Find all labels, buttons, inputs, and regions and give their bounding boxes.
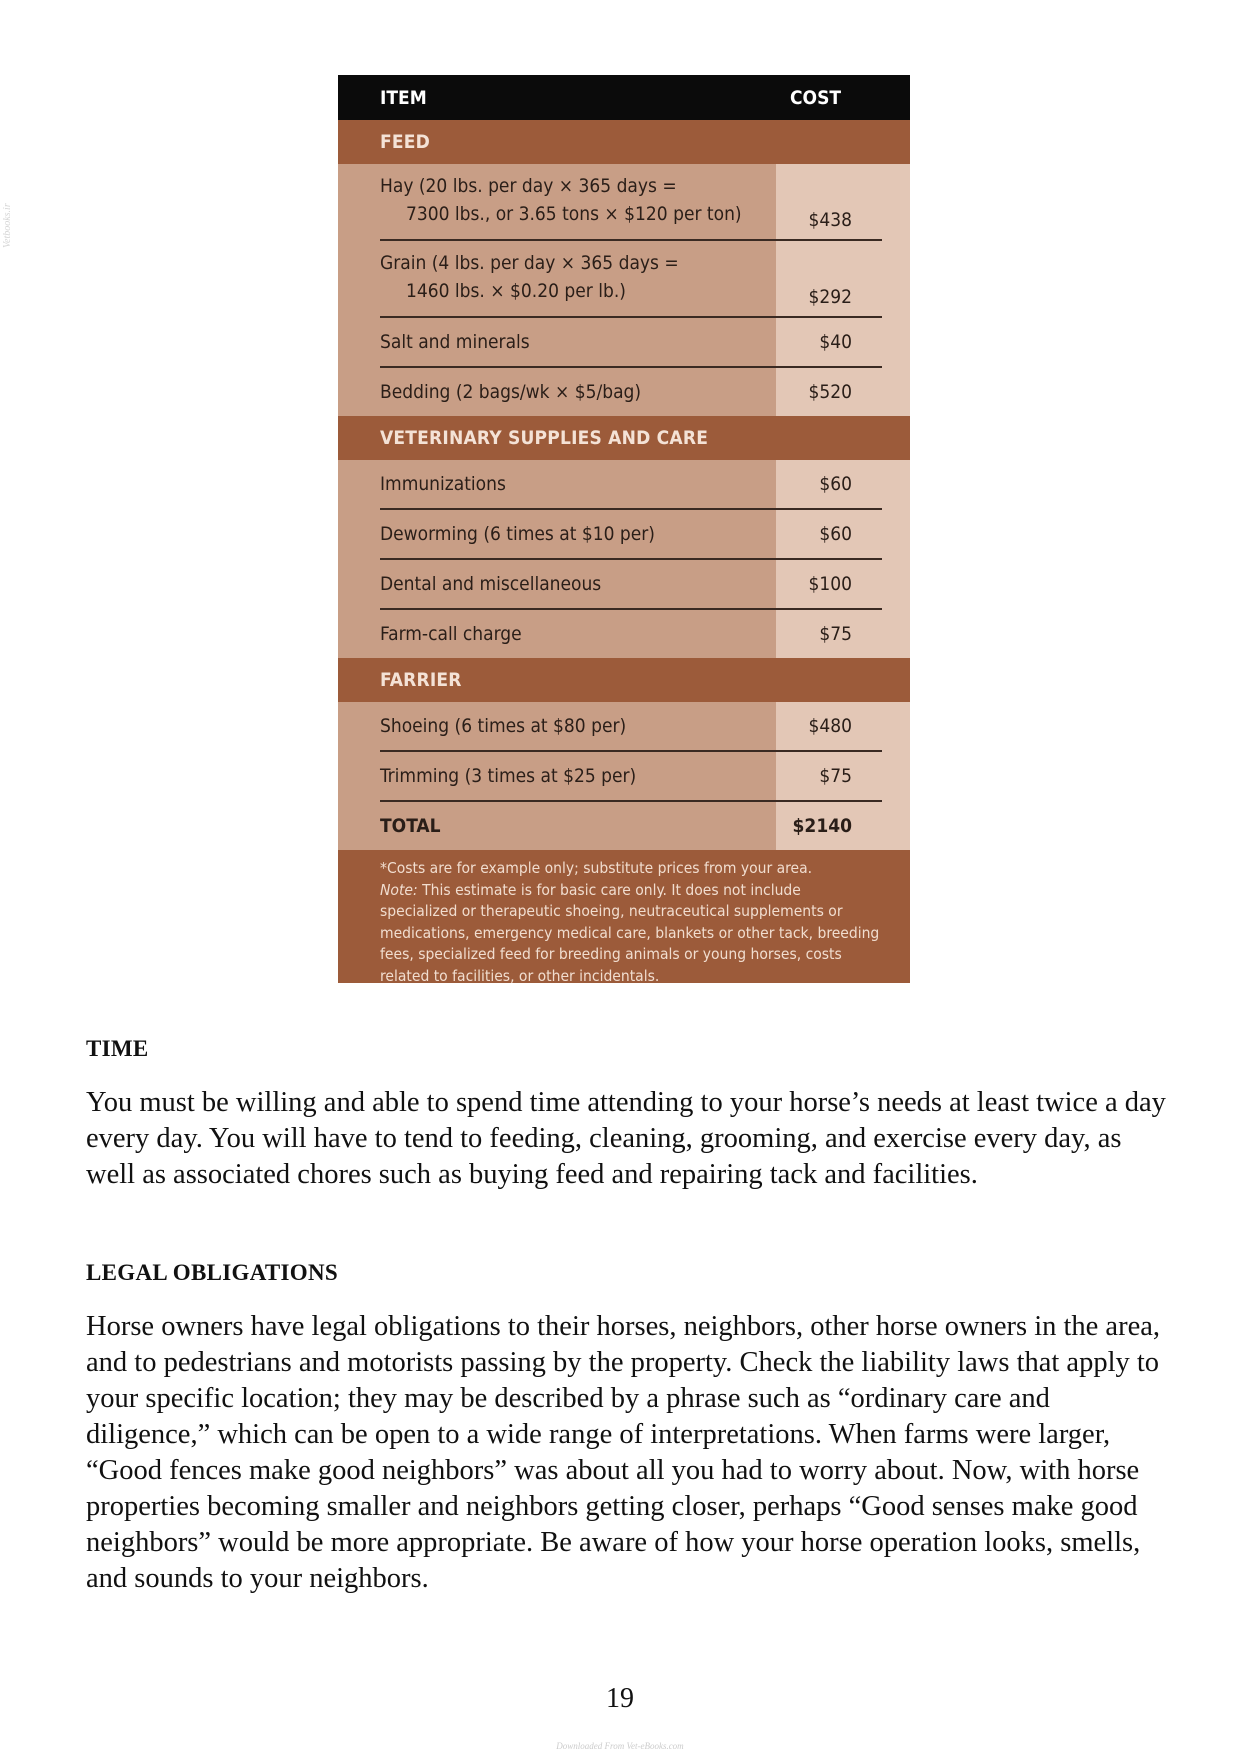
row-cost: $75 xyxy=(819,765,852,787)
row-item: Shoeing (6 times at $80 per) xyxy=(380,715,627,737)
row-cost: $292 xyxy=(808,286,852,308)
row-cost: $60 xyxy=(819,523,852,545)
table-row xyxy=(380,460,882,510)
note-text: This estimate is for basic care only. It does not include specialized or therapeutic shoeing, neutraceutical supplements or medications, emergency medical care, blankets or other tack, breeding fees, specialized feed for breeding animals or young horses, costs related to facilities, or other incidentals. xyxy=(380,880,880,985)
row-cost: $520 xyxy=(808,381,852,403)
row-cost: $75 xyxy=(819,623,852,645)
total-cost: $2140 xyxy=(792,815,852,837)
row-item: Dental and miscellaneous xyxy=(380,573,602,595)
item-column-header: ITEM xyxy=(380,86,427,109)
section-veterinary-body xyxy=(338,460,910,658)
total-row xyxy=(380,802,882,850)
row-cost: $100 xyxy=(808,573,852,595)
note-label: Note: xyxy=(380,880,418,899)
table-row xyxy=(380,241,882,318)
row-item: Salt and minerals xyxy=(380,331,530,353)
row-item: Grain (4 lbs. per day × 365 days = 1460 lbs. × $0.20 per lb.) xyxy=(380,252,679,302)
legal-paragraph: Horse owners have legal obligations to their horses, neighbors, other horse owners in the area, and to pedestrians and motorists passing by the property. Check the liability laws that apply to your specific location; they may be described by a phrase such as “ordinary care and diligence,” which can be open to a wide range of interpretations. When farms were larger, “Good fences make good neighbors” was about all you had to worry about. Now, with horse properties becoming smaller and neighbors getting closer, perhaps “Good senses make good neighbors” would be more appropriate. Be aware of how your horse operation looks, smells, and sounds to your neighbors. xyxy=(86,1311,1160,1594)
row-cost: $60 xyxy=(819,473,852,495)
table-row xyxy=(380,752,882,802)
section-veterinary-title: VETERINARY SUPPLIES AND CARE xyxy=(338,416,910,460)
row-item: Farm-call charge xyxy=(380,623,522,645)
table-row xyxy=(380,702,882,752)
side-watermark: Vetbooks.ir xyxy=(2,203,13,248)
row-item: Bedding (2 bags/wk × $5/bag) xyxy=(380,381,642,403)
section-farrier-body xyxy=(338,702,910,850)
table-row xyxy=(380,610,882,658)
row-item: Immunizations xyxy=(380,473,506,495)
cost-column-header: COST xyxy=(790,86,842,109)
table-row xyxy=(380,560,882,610)
row-cost: $480 xyxy=(808,715,852,737)
table-note xyxy=(338,850,910,983)
legal-heading: LEGAL OBLIGATIONS xyxy=(86,1260,339,1285)
estimate-note xyxy=(380,880,880,988)
row-item: Hay (20 lbs. per day × 365 days = 7300 lbs., or 3.65 tons × $120 per ton) xyxy=(380,175,742,225)
section-farrier-title: FARRIER xyxy=(338,658,910,702)
row-cost: $438 xyxy=(808,209,852,231)
row-cost: $40 xyxy=(819,331,852,353)
time-heading: TIME xyxy=(86,1036,149,1061)
page-number: 19 xyxy=(606,1683,634,1714)
table-row xyxy=(380,164,882,241)
time-paragraph: You must be willing and able to spend time attending to your horse’s needs at least twice a day every day. You will have to tend to feeding, cleaning, grooming, and exercise every day, as well as associated chores such as buying feed and repairing tack and facilities. xyxy=(86,1087,1166,1190)
row-item: Trimming (3 times at $25 per) xyxy=(380,765,637,787)
total-label: TOTAL xyxy=(380,815,441,837)
table-row xyxy=(380,368,882,416)
section-feed-title: FEED xyxy=(338,120,910,164)
download-footer: Downloaded From Vet-eBooks.com xyxy=(556,1741,684,1751)
table-row xyxy=(380,510,882,560)
row-item: Deworming (6 times at $10 per) xyxy=(380,523,655,545)
table-row xyxy=(380,318,882,368)
cost-footnote: *Costs are for example only; substitute prices from your area. xyxy=(380,859,813,877)
section-feed-body xyxy=(338,164,910,416)
cost-table xyxy=(338,75,910,1017)
table-header xyxy=(338,75,910,120)
